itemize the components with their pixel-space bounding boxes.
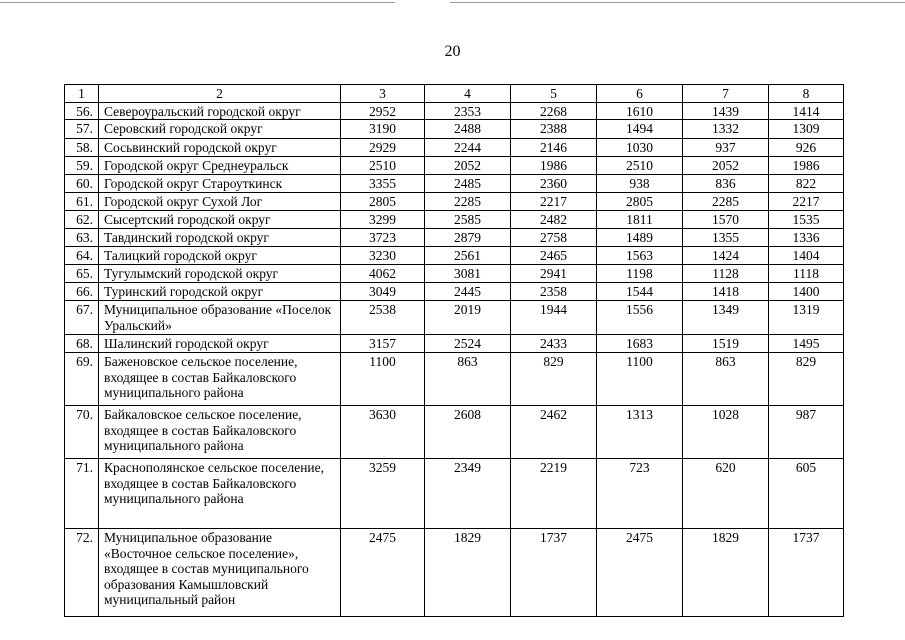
value-cell: 2475 — [341, 529, 425, 617]
table-row — [65, 335, 844, 353]
value-cell: 1829 — [425, 529, 511, 617]
value-cell: 2465 — [511, 247, 597, 265]
value-cell: 1418 — [683, 283, 769, 301]
value-cell: 2358 — [511, 283, 597, 301]
value-cell: 2388 — [511, 120, 597, 139]
value-cell: 2146 — [511, 139, 597, 157]
row-number: 69. — [65, 353, 99, 406]
row-number: 70. — [65, 406, 99, 459]
value-cell: 829 — [511, 353, 597, 406]
table-row — [65, 247, 844, 265]
value-cell: 1986 — [769, 157, 844, 175]
table-row — [65, 459, 844, 529]
column-number-1: 1 — [65, 85, 99, 103]
table-row — [65, 301, 844, 335]
value-cell: 2019 — [425, 301, 511, 335]
column-number-4: 4 — [425, 85, 511, 103]
column-number-3: 3 — [341, 85, 425, 103]
value-cell: 1100 — [341, 353, 425, 406]
value-cell: 3723 — [341, 229, 425, 247]
municipality-name: Муниципальное образование «Восточное сельское поселение», входящее в состав муниципального образования Камышловский муниципальный район — [99, 529, 341, 617]
table-row — [65, 120, 844, 139]
value-cell: 2488 — [425, 120, 511, 139]
value-cell: 1424 — [683, 247, 769, 265]
table-row — [65, 265, 844, 283]
value-cell: 2244 — [425, 139, 511, 157]
value-cell: 2608 — [425, 406, 511, 459]
table-row — [65, 102, 844, 120]
value-cell: 1400 — [769, 283, 844, 301]
value-cell: 3157 — [341, 335, 425, 353]
value-cell: 1309 — [769, 120, 844, 139]
value-cell: 2219 — [511, 459, 597, 529]
table-row — [65, 229, 844, 247]
value-cell: 2952 — [341, 102, 425, 120]
row-number: 67. — [65, 301, 99, 335]
scan-top-rule-right — [450, 2, 905, 3]
municipality-name: Серовский городской округ — [99, 120, 341, 139]
municipality-name: Североуральский городской округ — [99, 102, 341, 120]
table-row — [65, 283, 844, 301]
value-cell: 1811 — [597, 211, 683, 229]
value-cell: 938 — [597, 175, 683, 193]
value-cell: 2929 — [341, 139, 425, 157]
value-cell: 2805 — [341, 193, 425, 211]
value-cell: 1100 — [597, 353, 683, 406]
value-cell: 1563 — [597, 247, 683, 265]
row-number: 71. — [65, 459, 99, 529]
value-cell: 1986 — [511, 157, 597, 175]
value-cell: 1118 — [769, 265, 844, 283]
value-cell: 620 — [683, 459, 769, 529]
value-cell: 1349 — [683, 301, 769, 335]
municipality-name: Краснополянское сельское поселение, входящее в состав Байкаловского муниципального района — [99, 459, 341, 529]
value-cell: 1028 — [683, 406, 769, 459]
column-number-8: 8 — [769, 85, 844, 103]
value-cell: 1610 — [597, 102, 683, 120]
value-cell: 2285 — [683, 193, 769, 211]
row-number: 61. — [65, 193, 99, 211]
municipality-name: Баженовское сельское поселение, входящее в состав Байкаловского муниципального района — [99, 353, 341, 406]
value-cell: 3190 — [341, 120, 425, 139]
value-cell: 1414 — [769, 102, 844, 120]
value-cell: 1319 — [769, 301, 844, 335]
value-cell: 2485 — [425, 175, 511, 193]
value-cell: 1829 — [683, 529, 769, 617]
value-cell: 1494 — [597, 120, 683, 139]
value-cell: 2462 — [511, 406, 597, 459]
value-cell: 2941 — [511, 265, 597, 283]
value-cell: 836 — [683, 175, 769, 193]
value-cell: 1489 — [597, 229, 683, 247]
value-cell: 3355 — [341, 175, 425, 193]
table-row — [65, 193, 844, 211]
value-cell: 2758 — [511, 229, 597, 247]
value-cell: 1332 — [683, 120, 769, 139]
table-row — [65, 157, 844, 175]
value-cell: 829 — [769, 353, 844, 406]
table-row — [65, 211, 844, 229]
row-number: 62. — [65, 211, 99, 229]
row-number: 72. — [65, 529, 99, 617]
value-cell: 1683 — [597, 335, 683, 353]
municipality-name: Талицкий городской округ — [99, 247, 341, 265]
value-cell: 937 — [683, 139, 769, 157]
value-cell: 1313 — [597, 406, 683, 459]
table-row — [65, 529, 844, 617]
value-cell: 2538 — [341, 301, 425, 335]
municipality-name: Городской округ Сухой Лог — [99, 193, 341, 211]
table-row — [65, 353, 844, 406]
value-cell: 1355 — [683, 229, 769, 247]
value-cell: 1737 — [511, 529, 597, 617]
value-cell: 2353 — [425, 102, 511, 120]
municipality-name: Тугулымский городской округ — [99, 265, 341, 283]
municipality-name: Шалинский городской округ — [99, 335, 341, 353]
value-cell: 1439 — [683, 102, 769, 120]
value-cell: 2052 — [683, 157, 769, 175]
value-cell: 1544 — [597, 283, 683, 301]
value-cell: 2510 — [341, 157, 425, 175]
municipality-name: Муниципальное образование «Поселок Уральский» — [99, 301, 341, 335]
value-cell: 1570 — [683, 211, 769, 229]
value-cell: 3259 — [341, 459, 425, 529]
column-number-2: 2 — [99, 85, 341, 103]
row-number: 64. — [65, 247, 99, 265]
row-number: 57. — [65, 120, 99, 139]
value-cell: 2524 — [425, 335, 511, 353]
table-row — [65, 139, 844, 157]
value-cell: 1944 — [511, 301, 597, 335]
value-cell: 822 — [769, 175, 844, 193]
value-cell: 1128 — [683, 265, 769, 283]
value-cell: 723 — [597, 459, 683, 529]
value-cell: 2285 — [425, 193, 511, 211]
municipality-name: Городской округ Староуткинск — [99, 175, 341, 193]
value-cell: 1737 — [769, 529, 844, 617]
column-number-6: 6 — [597, 85, 683, 103]
value-cell: 2482 — [511, 211, 597, 229]
column-number-7: 7 — [683, 85, 769, 103]
value-cell: 2879 — [425, 229, 511, 247]
value-cell: 3299 — [341, 211, 425, 229]
value-cell: 1198 — [597, 265, 683, 283]
municipality-name: Байкаловское сельское поселение, входящее в состав Байкаловского муниципального района — [99, 406, 341, 459]
scan-top-rule-left — [0, 2, 395, 3]
value-cell: 2445 — [425, 283, 511, 301]
row-number: 68. — [65, 335, 99, 353]
value-cell: 3081 — [425, 265, 511, 283]
value-cell: 863 — [425, 353, 511, 406]
value-cell: 987 — [769, 406, 844, 459]
value-cell: 2052 — [425, 157, 511, 175]
column-number-5: 5 — [511, 85, 597, 103]
value-cell: 1336 — [769, 229, 844, 247]
value-cell: 4062 — [341, 265, 425, 283]
value-cell: 2585 — [425, 211, 511, 229]
value-cell: 2349 — [425, 459, 511, 529]
value-cell: 2805 — [597, 193, 683, 211]
value-cell: 3230 — [341, 247, 425, 265]
value-cell: 2268 — [511, 102, 597, 120]
value-cell: 863 — [683, 353, 769, 406]
value-cell: 1535 — [769, 211, 844, 229]
value-cell: 605 — [769, 459, 844, 529]
table-row — [65, 175, 844, 193]
value-cell: 1556 — [597, 301, 683, 335]
value-cell: 3049 — [341, 283, 425, 301]
value-cell: 2217 — [511, 193, 597, 211]
value-cell: 2360 — [511, 175, 597, 193]
municipality-name: Тавдинский городской округ — [99, 229, 341, 247]
value-cell: 2433 — [511, 335, 597, 353]
value-cell: 1495 — [769, 335, 844, 353]
row-number: 66. — [65, 283, 99, 301]
value-cell: 2561 — [425, 247, 511, 265]
value-cell: 1030 — [597, 139, 683, 157]
value-cell: 2217 — [769, 193, 844, 211]
municipality-name: Сысертский городской округ — [99, 211, 341, 229]
municipality-name: Городской округ Среднеуральск — [99, 157, 341, 175]
row-number: 63. — [65, 229, 99, 247]
municipality-name: Сосьвинский городской округ — [99, 139, 341, 157]
row-number: 59. — [65, 157, 99, 175]
data-table — [64, 84, 844, 617]
value-cell: 926 — [769, 139, 844, 157]
value-cell: 1519 — [683, 335, 769, 353]
municipality-name: Туринский городской округ — [99, 283, 341, 301]
value-cell: 3630 — [341, 406, 425, 459]
row-number: 60. — [65, 175, 99, 193]
row-number: 56. — [65, 102, 99, 120]
row-number: 58. — [65, 139, 99, 157]
column-number-row — [65, 85, 844, 103]
value-cell: 2475 — [597, 529, 683, 617]
table-row — [65, 406, 844, 459]
value-cell: 2510 — [597, 157, 683, 175]
value-cell: 1404 — [769, 247, 844, 265]
page-number: 20 — [444, 43, 461, 60]
row-number: 65. — [65, 265, 99, 283]
